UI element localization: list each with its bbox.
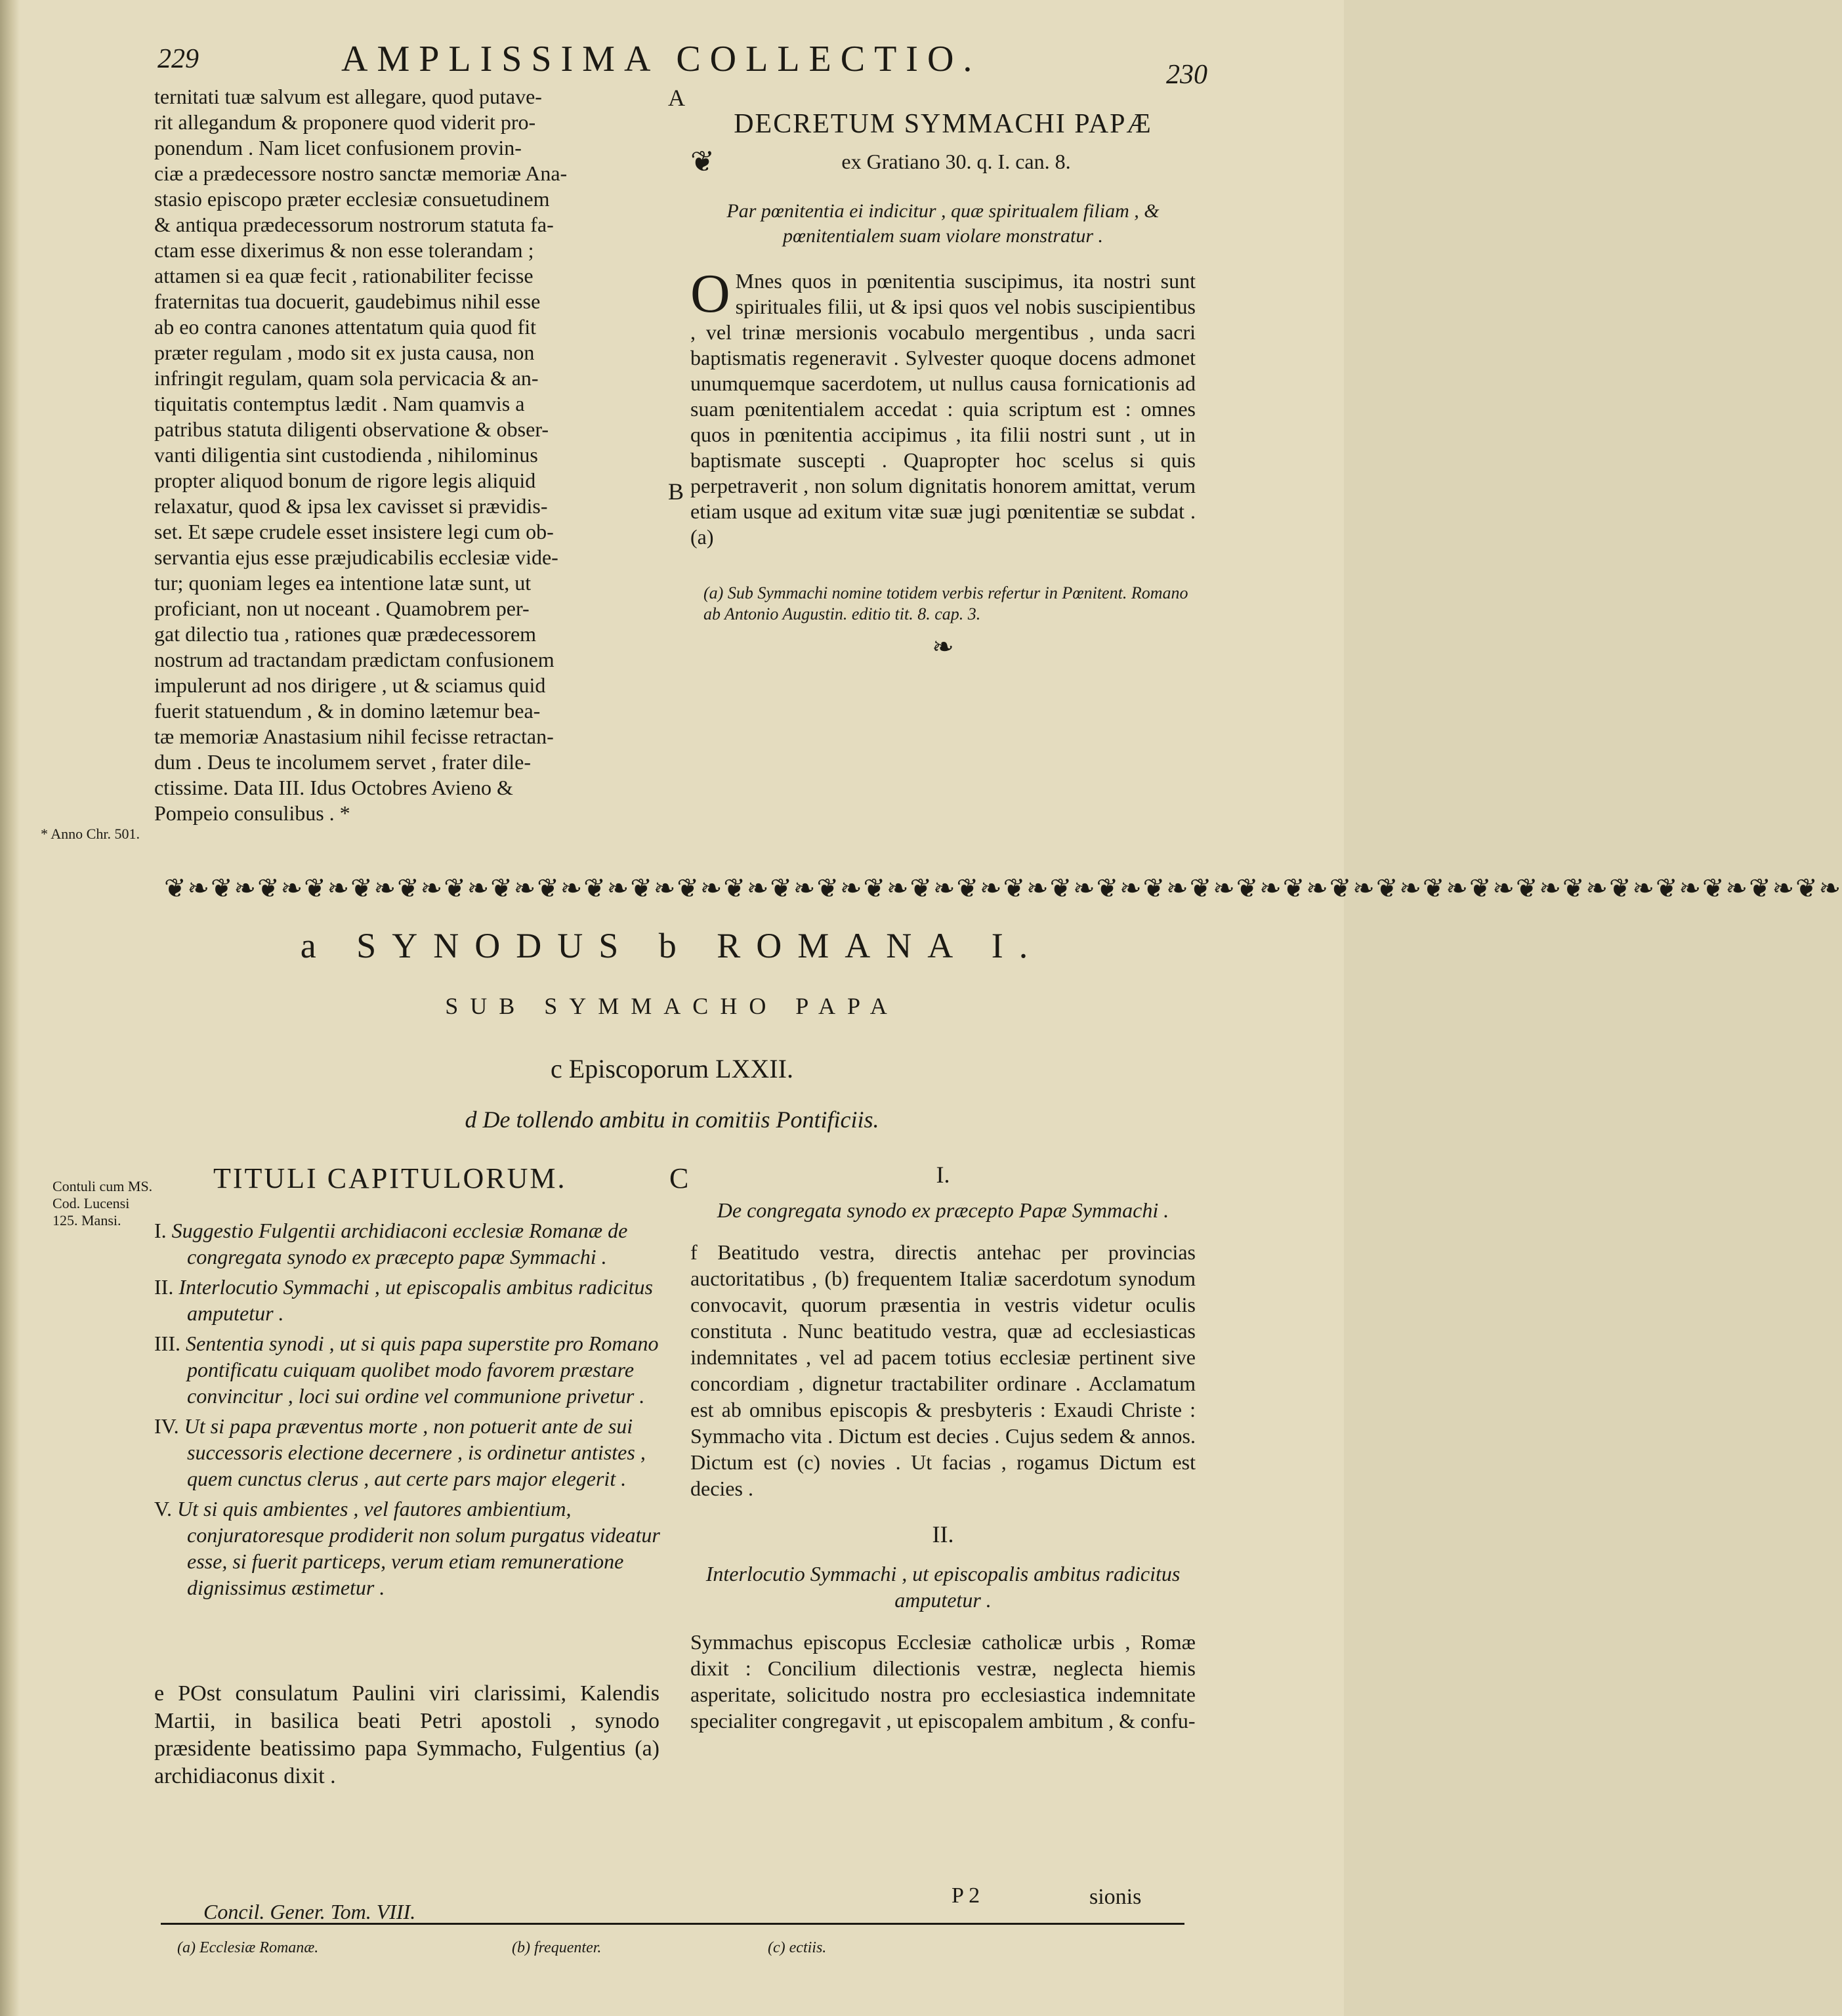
item-text: Suggestio Fulgentii archidiaconi ecclesiæ Romanæ de congregata synodo ex præcepto papæ Symmachi . [171,1219,628,1269]
left-column-text [154,84,666,826]
item-text: Interlocutio Symmachi , ut episcopalis ambitus radicitus amputetur . [178,1275,653,1325]
text-line: propter aliquod bonum de rigore legis aliquid [154,469,536,492]
synod-bishops: c Episcoporum LXXII. [551,1054,793,1083]
item-text: Sententia synodi , ut si quis papa superstite pro Romano pontificatu cuiquam quolibet modo favorem præstare convincitur , loci sui ordine vel communione privetur . [185,1332,659,1408]
text-line: ponendum . Nam licet confusionem provin- [154,136,522,159]
chapter-2-body: Symmachus episcopus Ecclesiæ catholicæ urbis , Romæ dixit : Concilium dilectionis vestræ, neglecta hiemis asperitate, solicitudo nostra pro ecclesiastica indemnitate specialiter congregavit , ut episcopalem ambitum , & confu- [690,1630,1196,1732]
item-number: III. [154,1332,180,1355]
item-text: Ut si quis ambientes , vel fautores ambientium, conjuratoresque prodiderit non solum purgatus videatur esse, si fuerit particeps, verum etiam remuneratione dignissimus æstimetur . [177,1497,660,1599]
chapter-1-body: f Beatitudo vestra, directis antehac per provincias auctoritatibus , (b) frequentem Italiæ sacerdotum synodum convocavit, quorum præsentia in vestris videtur oculis constituta . Nunc beatitudo vestra, quæ ad ecclesiasticas indemnitates , vel ad pacem totius ecclesiæ pertinent sive concordiam , dignetur tractabiliter ordinare . Acclamatum est ab omnibus episcopis & presbyteris : Exaudi Christe : Symmacho vita . Dictum est decies . Cujus sedem & annos. Dictum est (c) novies . Ut facias , rogamus Dictum est decies . [690,1240,1196,1500]
text-line: fuerit statuendum , & in domino lætemur bea- [154,699,541,723]
text-line: infringit regulam, quam sola pervicacia & an- [154,366,539,390]
text-line: patribus statuta diligenti observatione & obser- [154,417,549,441]
catchword: sionis [1089,1885,1142,1909]
footnote-a: (a) Ecclesiæ Romanæ. [177,1939,319,1956]
text-line: dum . Deus te incolumem servet , frater dile- [154,750,532,774]
item-number: IV. [154,1414,179,1438]
tituli-list [154,1217,666,1605]
chapter-1-number: I. [936,1162,950,1188]
footnote-b: (b) frequenter. [512,1939,602,1956]
margin-note-contuli: Contuli cum MS. Cod. Lucensi 125. Mansi. [52,1178,153,1228]
text-line: ctam esse dixerimus & non esse tolerandam ; [154,238,534,262]
text-line: tæ memoriæ Anastasium nihil fecisse retractan- [154,724,554,748]
list-item [154,1217,666,1270]
right-column-chapters [690,1162,1196,1734]
synod-subtitle: SUB SYMMACHO PAPA [445,993,899,1019]
text-line: tiquitatis contemptus lædit . Nam quamvis a [154,392,525,415]
text-line: nostrum ad tractandam prædictam confusionem [154,648,555,671]
margin-note-anno: * Anno Chr. 501. [41,826,140,842]
list-item [154,1496,666,1601]
synod-title: a SYNODUS b ROMANA I. [300,926,1044,965]
text-line: fraternitas tua docuerit, gaudebimus nihil esse [154,289,541,313]
decretum-title: DECRETUM SYMMACHI PAPÆ [734,109,1152,139]
running-title: AMPLISSIMA COLLECTIO. [341,39,982,79]
text-line: set. Et sæpe crudele esset insistere legi cum ob- [154,520,554,543]
page-number-right: 230 [1166,60,1207,90]
drop-cap: O [690,263,730,324]
text-line: proficiant, non ut noceant . Quamobrem per- [154,597,530,620]
tailpiece-icon: ❧ [932,632,954,662]
text-line: impulerunt ad nos dirigere , ut & sciamus quid [154,673,546,697]
text-line: stasio episcopo præter ecclesiæ consuetudinem [154,187,550,211]
text-line: præter regulam , modo sit ex justa causa, non [154,341,535,364]
synod-opening-paragraph: e POst consulatum Paulini viri clarissimi, Kalendis Martii, in basilica beati Petri apostoli , synodo præsidente beatissimo papa Symmacho, Fulgentius (a) archidiaconus dixit . [154,1681,659,1788]
text-line: rit allegandum & proponere quod viderit pro- [154,110,536,134]
decretum-body: Mnes quos in pœnitentia suscipimus, ita nostri sunt spirituales filii, ut & ipsi quos vel nobis suscipientibus , vel trinæ mersionis vocabulo mergentibus , unda sacri baptismatis regeneravit . Sylvester quoque docens admonet unumquemque sacerdotem, ut nullus causa fornicationis ad suam pœnitentialem accedat : quia scriptum est : omnes quos in pœnitentia accipimus , ita filii nostri sunt , ut in baptismate suscepti . Quapropter hoc scelus si quis perpetraverit , non solum dignitatis honorem amittat, verum etiam usque ad exitum vitæ suæ jugi pœnitentiæ se subdat . (a) [690,269,1196,549]
decretum-source: ex Gratiano 30. q. I. can. 8. [841,150,1071,173]
section-marker-b: B [668,478,684,505]
item-number: V. [154,1497,172,1521]
decretum-summary: Par pœnitentia ei indicitur , quæ spiritualem filiam , & pœnitentialem suam violare monstratur . [726,200,1160,247]
footnote-c: (c) ectiis. [768,1939,827,1956]
text-line: tur; quoniam leges ea intentione latæ sunt, ut [154,571,532,595]
text-line: ternitati tuæ salvum est allegare, quod putave- [154,85,542,108]
text-line: attamen si ea quæ fecit , rationabiliter fecisse [154,264,534,287]
text-line: ciæ a prædecessore nostro sanctæ memoriæ Ana- [154,161,568,185]
signature-mark: P 2 [952,1883,980,1908]
list-item [154,1413,666,1492]
item-text: Ut si papa præventus morte , non potuerit ante de sui successoris electione decernere , is ordinetur antistes , quem cunctus clerus , aut certe pars major elegerit . [184,1414,646,1490]
text-line: & antiqua prædecessorum nostrorum statuta fa- [154,213,554,236]
text-line: servantia ejus esse præjudicabilis ecclesiæ vide- [154,545,558,569]
section-marker-a: A [668,85,685,111]
right-column-decretum [690,109,1196,662]
chapter-1-title: De congregata synodo ex præcepto Papæ Symmachi . [717,1198,1169,1222]
text-line: ctissime. Data III. Idus Octobres Avieno & [154,776,513,799]
item-number: I. [154,1219,167,1242]
fleuron-icon: ❦ [690,146,715,178]
text-line: vanti diligentia sint custodienda , nihilominus [154,443,538,467]
synod-topic: d De tollendo ambitu in comitiis Pontificiis. [465,1106,879,1133]
list-item [154,1274,666,1326]
list-item [154,1330,666,1409]
ornamental-band: ❦❧❦❧❦❧❦❧❦❧❦❧❦❧❦❧❦❧❦❧❦❧❦❧❦❧❦❧❦❧❦❧❦❧❦❧❦❧❦❧❦❧❦❧❦❧❦❧❦❧❦❧❦❧❦❧❦❧❦❧❦❧❦❧❦❧❦❧❦❧❦❧ [164,873,1842,903]
text-line: ab eo contra canones attentatum quia quod fit [154,315,537,339]
decretum-footnote: (a) Sub Symmachi nomine totidem verbis refertur in Pœnitent. Romano ab Antonio Augustin. editio tit. 8. cap. 3. [703,583,1188,623]
footer-volume: Concil. Gener. Tom. VIII. [203,1900,416,1923]
footer-rule [161,1923,1184,1925]
page-header [151,38,1207,91]
section-marker-c: C [669,1162,689,1194]
item-number: II. [154,1275,174,1299]
text-line: Pompeio consulibus . * [154,801,350,825]
text-line: relaxatur, quod & ipsa lex cavisset si prævidis- [154,494,548,518]
tituli-heading: TITULI CAPITULORUM. [213,1162,567,1194]
decretum-body-wrap [690,263,1196,550]
text-line: gat dilectio tua , rationes quæ prædecessorem [154,622,537,646]
chapter-2-title: Interlocutio Symmachi , ut episcopalis ambitus radicitus amputetur . [705,1562,1181,1612]
page-number-left: 229 [157,44,199,74]
chapter-2-number: II. [932,1521,954,1547]
